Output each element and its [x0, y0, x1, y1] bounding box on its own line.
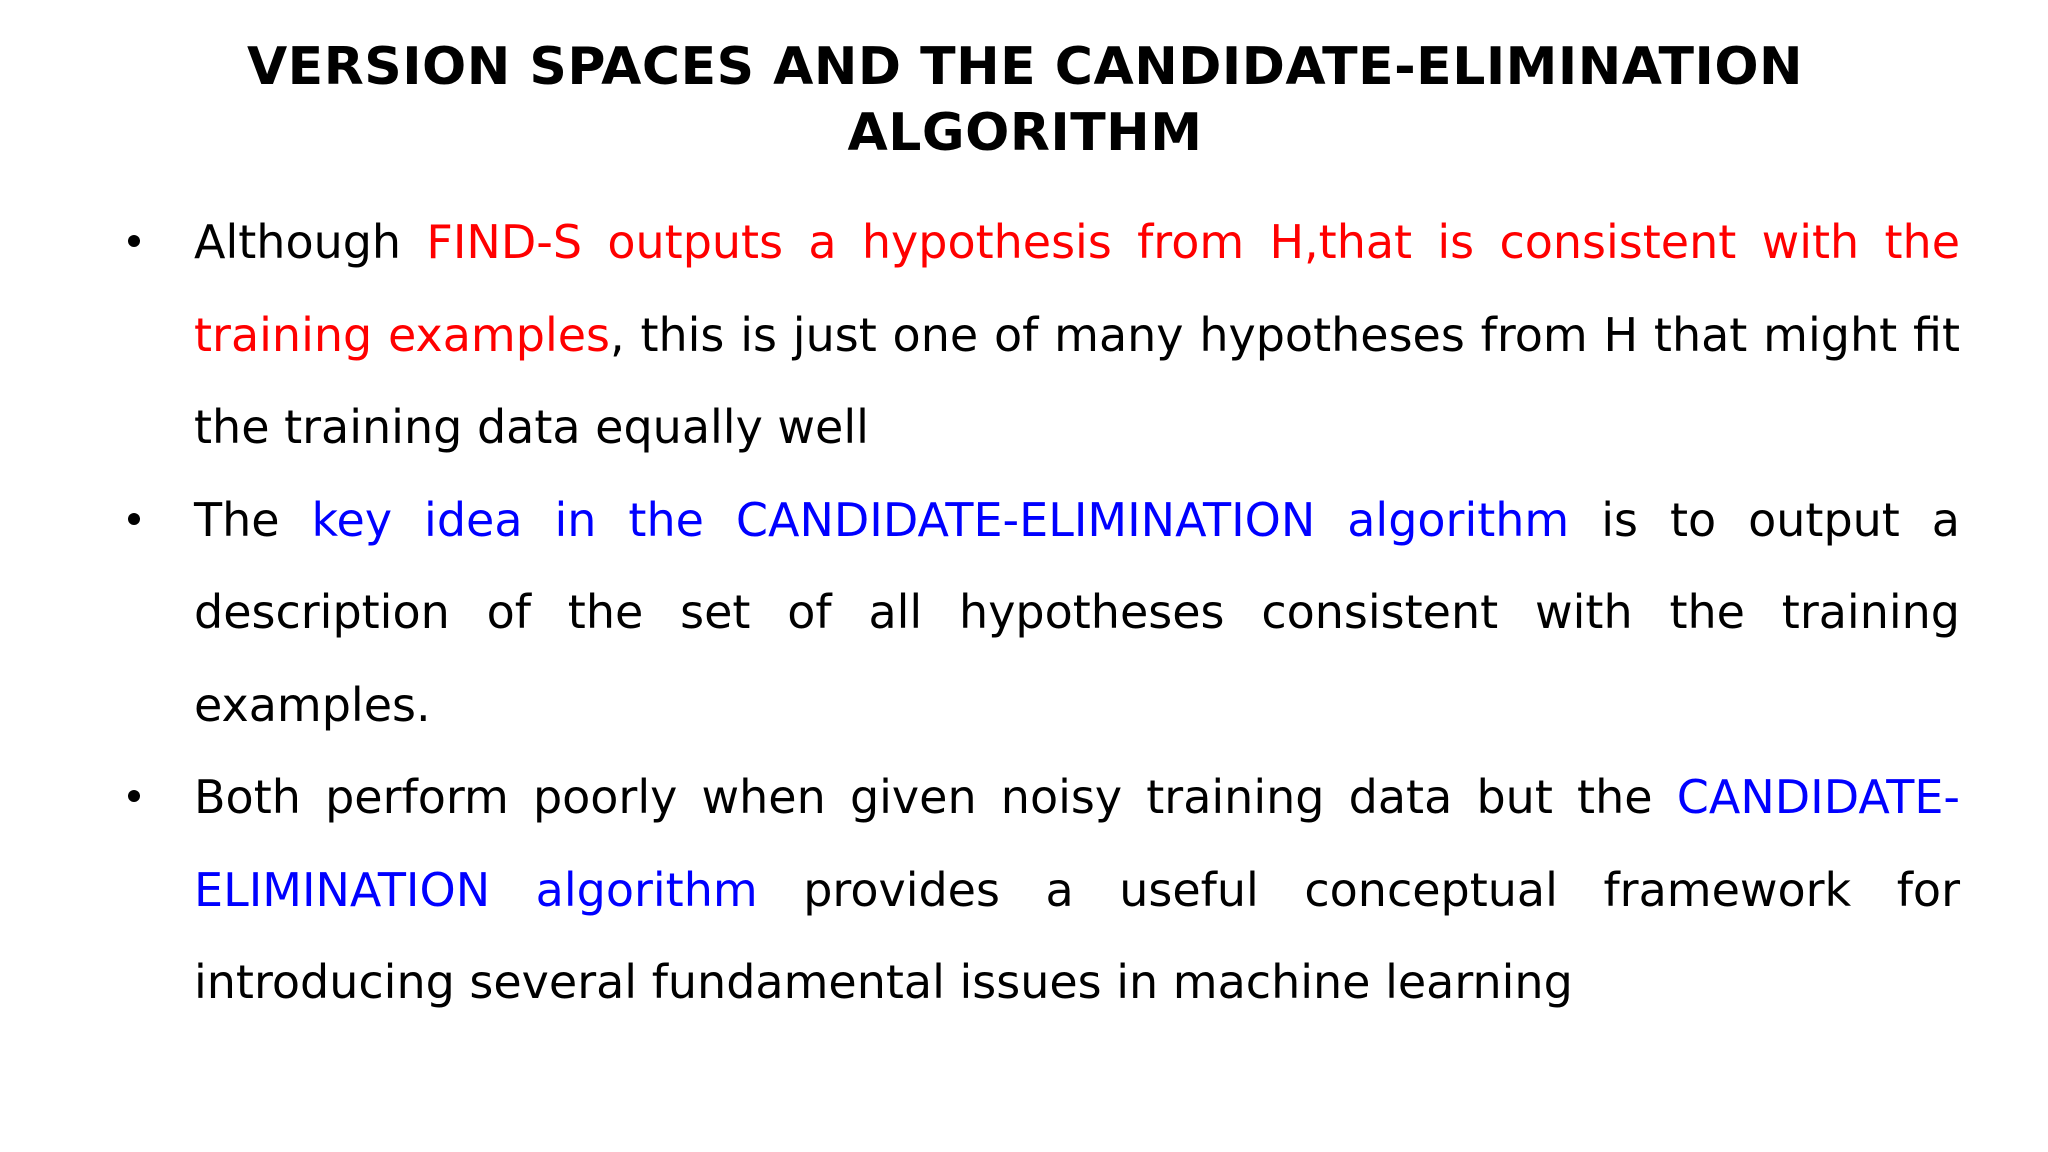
bullet-dot-icon: [128, 513, 140, 525]
bullet-1-rest: , this is just one of many hypotheses from H that might fit the training data equally well: [194, 307, 1960, 454]
bullet-2-text: [194, 493, 1960, 732]
bullet-2-rest: is to output a description of the set of all hypotheses consistent with the training examples.: [194, 492, 1960, 732]
bullet-dot-icon: [128, 235, 140, 247]
bullet-3-highlight: CANDIDATE-ELIMINATION algorithm: [194, 770, 1960, 917]
title-line-2: ALGORITHM: [847, 103, 1203, 163]
bullet-list: [120, 196, 1960, 1029]
bullet-1-highlight: FIND-S outputs a hypothesis from H,that is consistent with the training examples: [194, 215, 1960, 362]
bullet-3-intro: Both perform poorly when given noisy training data but the: [194, 770, 1677, 824]
slide-title: [180, 34, 1870, 166]
bullet-item-1: [120, 196, 1960, 474]
bullet-2-intro: The: [194, 492, 312, 547]
bullet-1-text: [194, 215, 1960, 454]
bullet-3-text: [194, 770, 1960, 1009]
bullet-dot-icon: [128, 790, 140, 802]
bullet-item-2: [120, 474, 1960, 752]
bullet-1-intro: Although: [194, 215, 427, 269]
bullet-item-3: [120, 751, 1960, 1029]
bullet-2-highlight: key idea in the CANDIDATE-ELIMINATION algorithm: [311, 492, 1570, 547]
title-line-1: VERSION SPACES AND THE CANDIDATE-ELIMINATION: [246, 37, 1804, 97]
bullet-3-rest: provides a useful conceptual framework for introducing several fundamental issues in machine learning: [194, 862, 1960, 1009]
